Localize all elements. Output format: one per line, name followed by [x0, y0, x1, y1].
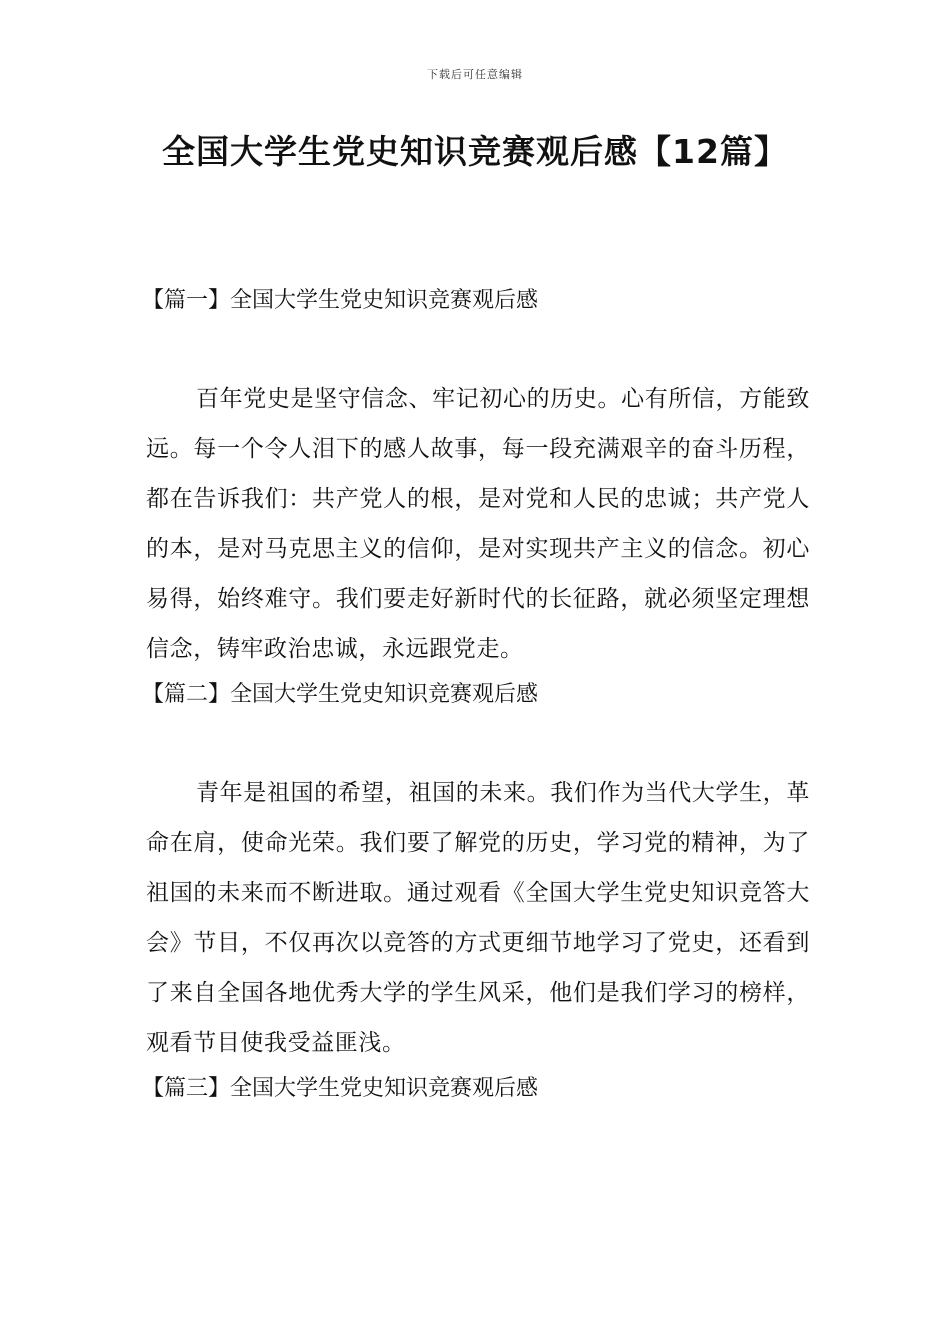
section-heading-1: 【篇一】全国大学生党史知识竞赛观后感 — [142, 288, 539, 313]
document-body — [142, 280, 810, 1110]
section-heading-2: 【篇二】全国大学生党史知识竞赛观后感 — [142, 682, 539, 707]
section-paragraph-2: 青年是祖国的希望，祖国的未来。我们作为当代大学生，革命在肩，使命光荣。我们要了解党的历史，学习党的精神，为了祖国的未来而不断进取。通过观看《全国大学生党史知识竞答大会》节目，不仅再次以竞答的方式更细节地学习了党史，还看到了来自全国各地优秀大学的学生风采，他们是我们学习的榜样，观看节目使我受益匪浅。 — [146, 780, 810, 1056]
header-note: 下载后可任意编辑 — [427, 68, 523, 81]
spacer — [146, 716, 810, 768]
spacer — [146, 322, 810, 374]
section-heading-3: 【篇三】全国大学生党史知识竞赛观后感 — [142, 1076, 539, 1101]
section-paragraph-1: 百年党史是坚守信念、牢记初心的历史。心有所信，方能致远。每一个令人泪下的感人故事，每一段充满艰辛的奋斗历程，都在告诉我们：共产党人的根，是对党和人民的忠诚；共产党人的本，是对马克思主义的信仰，是对实现共产主义的信念。初心易得，始终难守。我们要走好新时代的长征路，就必须坚定理想信念，铸牢政治忠诚，永远跟党走。 — [146, 386, 810, 662]
document-title: 全国大学生党史知识竞赛观后感【12篇】 — [162, 132, 788, 171]
